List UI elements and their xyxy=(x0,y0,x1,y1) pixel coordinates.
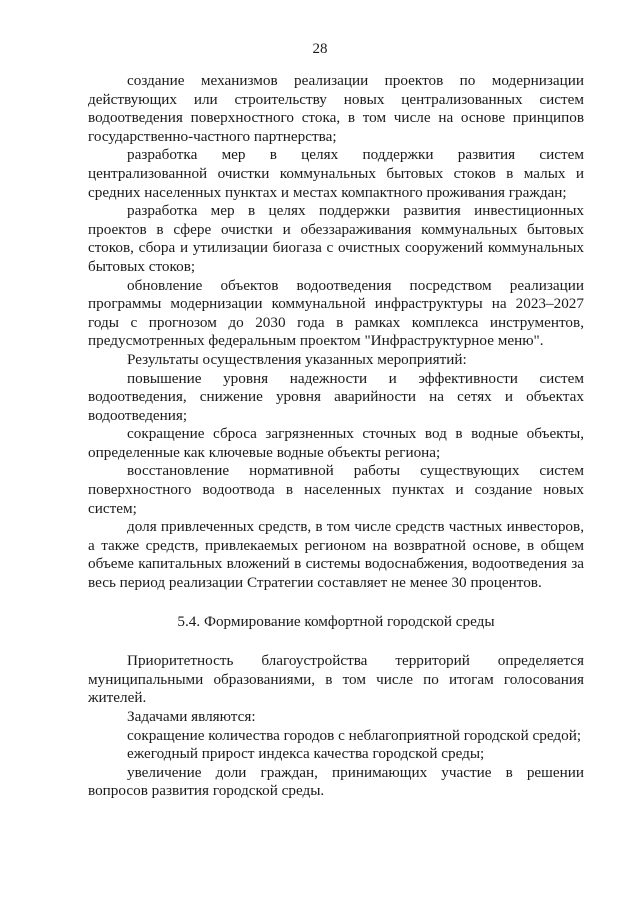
paragraph: разработка мер в целях поддержки развития инвестиционных проектов в сфере очистки и обеззараживания коммунальных бытовых стоков, сбора и утилизации биогаза с очистных сооружений коммунальных бытовых стоков; xyxy=(88,202,584,275)
section-heading: 5.4. Формирование комфортной городской среды xyxy=(177,612,495,630)
paragraph: разработка мер в целях поддержки развития систем централизованной очистки коммунальных бытовых стоков в малых и средних населенных пунктах и местах компактного проживания граждан; xyxy=(88,146,584,201)
paragraph: восстановление нормативной работы существующих систем поверхностного водоотвода в населенных пунктах и создание новых систем; xyxy=(88,462,584,517)
paragraph: создание механизмов реализации проектов по модернизации действующих или строительству новых централизованных систем водоотведения поверхностного стока, в том числе на основе принципов государственно-частного партнерства; xyxy=(88,72,584,145)
paragraph: сокращение сброса загрязненных сточных вод в водные объекты, определенные как ключевые водные объекты региона; xyxy=(88,425,584,461)
paragraph: Результаты осуществления указанных мероприятий: xyxy=(127,350,467,368)
paragraph: сокращение количества городов с неблагоприятной городской средой; xyxy=(127,726,582,744)
paragraph: ежегодный прирост индекса качества городской среды; xyxy=(127,745,485,763)
paragraph: Задачами являются: xyxy=(127,708,256,725)
paragraph: доля привлеченных средств, в том числе средств частных инвесторов, а также средств, привлекаемых регионом на возвратной основе, в общем объеме капитальных вложений в системы водоснабжения, водоотведения за весь период реализации Стратегии составляет не менее 30 процентов. xyxy=(88,518,584,592)
paragraph: обновление объектов водоотведения посредством реализации программы модернизации коммунальной инфраструктуры на 2023–2027 годы с прогнозом до 2030 года в рамках комплекса инструментов, предусмотренных федеральным проектом "Инфраструктурное меню". xyxy=(88,276,584,350)
document-body xyxy=(88,72,584,801)
page-number: 28 xyxy=(312,41,328,57)
paragraph: повышение уровня надежности и эффективности систем водоотведения, снижение уровня аварийности на сетях и объектах водоотведения; xyxy=(88,369,584,424)
paragraph: увеличение доли граждан, принимающих участие в решении вопросов развития городской среды. xyxy=(88,763,584,800)
paragraph: Приоритетность благоустройства территорий определяется муниципальными образованиями, в том числе по итогам голосования жителей. xyxy=(88,652,584,707)
